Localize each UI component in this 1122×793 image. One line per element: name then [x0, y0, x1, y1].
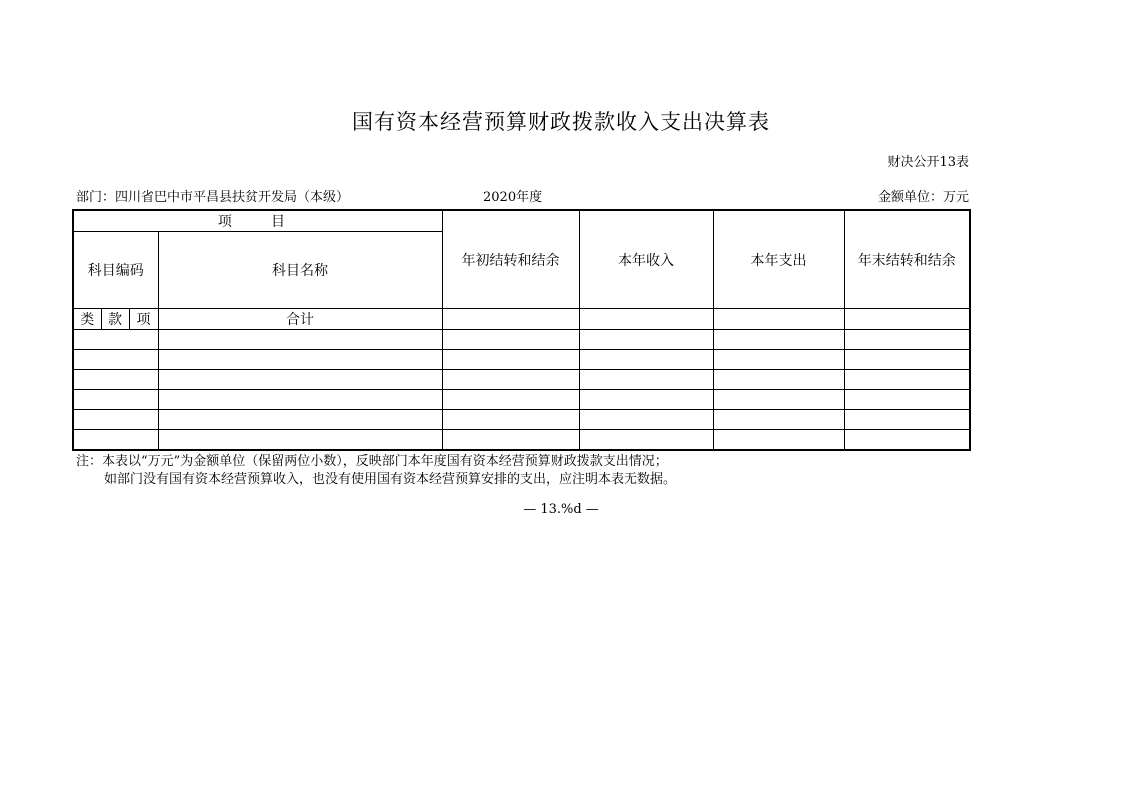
header-code: 科目编码	[73, 232, 158, 309]
code-sub-item: 项	[129, 309, 158, 330]
table-cell	[713, 330, 844, 350]
department-label: 部门：四川省巴中市平昌县扶贫开发局（本级）	[76, 190, 350, 205]
table-cell	[713, 430, 844, 451]
amount-unit: 金额单位：万元	[877, 190, 969, 205]
table-cell	[442, 430, 579, 451]
table-row	[73, 410, 970, 430]
table-cell	[579, 350, 713, 370]
table-cell	[579, 330, 713, 350]
page-title: 国有资本经营预算财政拨款收入支出决算表	[352, 110, 770, 134]
table-cell	[73, 410, 158, 430]
table-cell	[442, 390, 579, 410]
footnote-line-1: 注：本表以“万元”为金额单位（保留两位小数），反映部门本年度国有资本经营预算财政拨款支出情况；	[76, 454, 668, 469]
total-cell	[713, 309, 844, 330]
total-cell	[579, 309, 713, 330]
table-cell	[713, 350, 844, 370]
table-cell	[579, 410, 713, 430]
header-col-expense: 本年支出	[713, 210, 844, 309]
form-number: 财决公开13表	[887, 155, 969, 170]
budget-table	[72, 209, 971, 451]
table-cell	[579, 390, 713, 410]
table-cell	[442, 410, 579, 430]
table-row	[73, 390, 970, 410]
table-cell	[158, 330, 442, 350]
table-cell	[579, 370, 713, 390]
table-cell	[73, 350, 158, 370]
header-col-income: 本年收入	[579, 210, 713, 309]
table-cell	[844, 350, 970, 370]
table-cell	[73, 370, 158, 390]
fiscal-year: 2020年度	[483, 190, 543, 205]
table-cell	[158, 370, 442, 390]
code-sub-section: 款	[101, 309, 129, 330]
table-cell	[158, 390, 442, 410]
table-cell	[73, 330, 158, 350]
table-cell	[579, 430, 713, 451]
table-cell	[844, 370, 970, 390]
table-cell	[158, 350, 442, 370]
header-item: 项 目	[73, 210, 442, 232]
code-sub-category: 类	[73, 309, 101, 330]
table-cell	[844, 390, 970, 410]
header-name: 科目名称	[158, 232, 442, 309]
table-cell	[713, 390, 844, 410]
header-col-opening: 年初结转和结余	[442, 210, 579, 309]
table-cell	[442, 370, 579, 390]
table-cell	[73, 430, 158, 451]
page-number: — 13.%d —	[523, 502, 599, 517]
table-cell	[713, 370, 844, 390]
table-cell	[844, 330, 970, 350]
table-cell	[158, 410, 442, 430]
table-cell	[844, 410, 970, 430]
table-row	[73, 350, 970, 370]
table-row	[73, 430, 970, 451]
footnote-line-2: 如部门没有国有资本经营预算收入，也没有使用国有资本经营预算安排的支出，应注明本表无数据。	[104, 472, 677, 487]
table-cell	[442, 330, 579, 350]
table-row	[73, 370, 970, 390]
table-row	[73, 330, 970, 350]
table-cell	[844, 430, 970, 451]
header-col-closing: 年末结转和结余	[844, 210, 970, 309]
table-cell	[442, 350, 579, 370]
table-cell	[158, 430, 442, 451]
total-cell	[442, 309, 579, 330]
total-label: 合计	[158, 309, 442, 330]
total-cell	[844, 309, 970, 330]
table-cell	[713, 410, 844, 430]
table-cell	[73, 390, 158, 410]
